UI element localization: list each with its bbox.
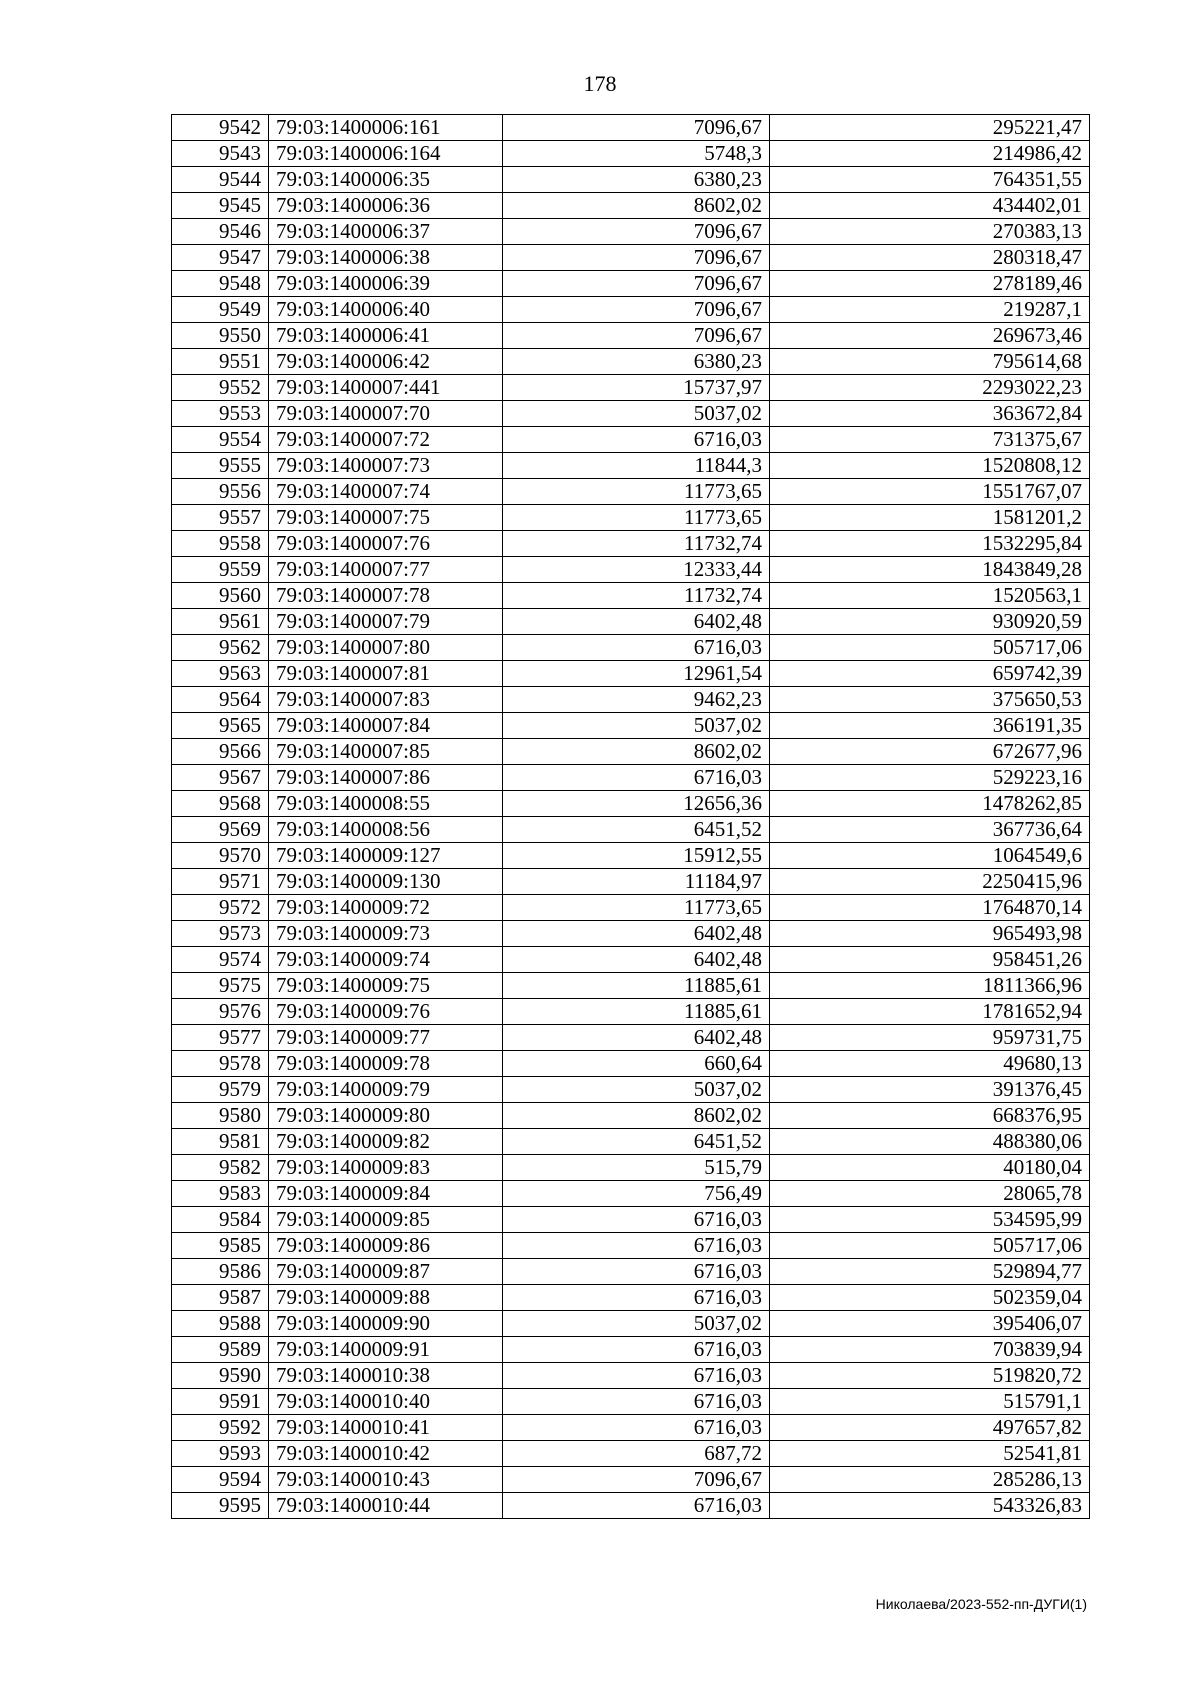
cadastral-number: 79:03:1400008:55 [269,791,503,817]
area-value: 15912,55 [503,843,770,869]
cadastral-number: 79:03:1400007:86 [269,765,503,791]
area-value: 687,72 [503,1441,770,1467]
table-row [172,1441,1090,1467]
table-row [172,1337,1090,1363]
cadastral-number: 79:03:1400007:85 [269,739,503,765]
table-row [172,531,1090,557]
table-row [172,1077,1090,1103]
cost-value: 529894,77 [770,1259,1090,1285]
cost-value: 795614,68 [770,349,1090,375]
table-row [172,947,1090,973]
row-number: 9562 [172,635,269,661]
table-row [172,1311,1090,1337]
cadastral-number: 79:03:1400007:84 [269,713,503,739]
cadastral-number: 79:03:1400006:40 [269,297,503,323]
row-number: 9576 [172,999,269,1025]
row-number: 9563 [172,661,269,687]
table-row [172,661,1090,687]
cost-value: 1551767,07 [770,479,1090,505]
cost-value: 219287,1 [770,297,1090,323]
cadastral-number: 79:03:1400009:82 [269,1129,503,1155]
area-value: 12333,44 [503,557,770,583]
cost-value: 49680,13 [770,1051,1090,1077]
table-row [172,1467,1090,1493]
table-row [172,245,1090,271]
table-row [172,713,1090,739]
area-value: 6716,03 [503,1207,770,1233]
area-value: 15737,97 [503,375,770,401]
cost-value: 269673,46 [770,323,1090,349]
table-row [172,219,1090,245]
cadastral-number: 79:03:1400009:91 [269,1337,503,1363]
cost-value: 543326,83 [770,1493,1090,1519]
cadastral-number: 79:03:1400007:441 [269,375,503,401]
table-row [172,271,1090,297]
cadastral-number: 79:03:1400010:43 [269,1467,503,1493]
cadastral-number: 79:03:1400007:73 [269,453,503,479]
cadastral-number: 79:03:1400009:83 [269,1155,503,1181]
table-row [172,895,1090,921]
table-row [172,167,1090,193]
row-number: 9546 [172,219,269,245]
table-row [172,375,1090,401]
table-row [172,583,1090,609]
area-value: 756,49 [503,1181,770,1207]
row-number: 9545 [172,193,269,219]
area-value: 6716,03 [503,1415,770,1441]
row-number: 9585 [172,1233,269,1259]
table-row [172,297,1090,323]
row-number: 9595 [172,1493,269,1519]
area-value: 6716,03 [503,635,770,661]
cost-value: 529223,16 [770,765,1090,791]
cost-value: 214986,42 [770,141,1090,167]
area-value: 6402,48 [503,921,770,947]
cost-value: 959731,75 [770,1025,1090,1051]
table-row [172,973,1090,999]
cadastral-number: 79:03:1400009:88 [269,1285,503,1311]
table-row [172,687,1090,713]
row-number: 9553 [172,401,269,427]
row-number: 9572 [172,895,269,921]
table-row [172,791,1090,817]
row-number: 9568 [172,791,269,817]
area-value: 6716,03 [503,1389,770,1415]
table-row [172,193,1090,219]
area-value: 5037,02 [503,1077,770,1103]
cadastral-table [171,114,1090,1519]
area-value: 7096,67 [503,219,770,245]
row-number: 9584 [172,1207,269,1233]
area-value: 7096,67 [503,115,770,141]
area-value: 12656,36 [503,791,770,817]
cost-value: 1781652,94 [770,999,1090,1025]
area-value: 6380,23 [503,349,770,375]
area-value: 6451,52 [503,1129,770,1155]
cadastral-number: 79:03:1400009:80 [269,1103,503,1129]
cost-value: 280318,47 [770,245,1090,271]
row-number: 9547 [172,245,269,271]
cadastral-number: 79:03:1400009:73 [269,921,503,947]
cadastral-number: 79:03:1400010:41 [269,1415,503,1441]
area-value: 5748,3 [503,141,770,167]
cadastral-number: 79:03:1400007:80 [269,635,503,661]
row-number: 9588 [172,1311,269,1337]
table-body [172,115,1090,1519]
area-value: 8602,02 [503,739,770,765]
area-value: 7096,67 [503,271,770,297]
row-number: 9580 [172,1103,269,1129]
area-value: 515,79 [503,1155,770,1181]
cadastral-number: 79:03:1400009:74 [269,947,503,973]
cost-value: 502359,04 [770,1285,1090,1311]
cost-value: 285286,13 [770,1467,1090,1493]
table-row [172,1233,1090,1259]
area-value: 11773,65 [503,479,770,505]
table-row [172,1415,1090,1441]
cadastral-number: 79:03:1400007:79 [269,609,503,635]
cost-value: 1811366,96 [770,973,1090,999]
area-value: 7096,67 [503,297,770,323]
cost-value: 534595,99 [770,1207,1090,1233]
area-value: 5037,02 [503,1311,770,1337]
cadastral-number: 79:03:1400006:39 [269,271,503,297]
row-number: 9555 [172,453,269,479]
row-number: 9573 [172,921,269,947]
area-value: 12961,54 [503,661,770,687]
cadastral-number: 79:03:1400007:75 [269,505,503,531]
cost-value: 672677,96 [770,739,1090,765]
table-row [172,1103,1090,1129]
cadastral-number: 79:03:1400006:41 [269,323,503,349]
cadastral-number: 79:03:1400009:77 [269,1025,503,1051]
area-value: 6716,03 [503,427,770,453]
row-number: 9550 [172,323,269,349]
cost-value: 270383,13 [770,219,1090,245]
row-number: 9579 [172,1077,269,1103]
cost-value: 965493,98 [770,921,1090,947]
area-value: 6451,52 [503,817,770,843]
area-value: 5037,02 [503,401,770,427]
table-row [172,1207,1090,1233]
cost-value: 40180,04 [770,1155,1090,1181]
cost-value: 764351,55 [770,167,1090,193]
area-value: 6716,03 [503,1259,770,1285]
cadastral-number: 79:03:1400007:74 [269,479,503,505]
table-row [172,323,1090,349]
area-value: 11885,61 [503,973,770,999]
cost-value: 278189,46 [770,271,1090,297]
cost-value: 958451,26 [770,947,1090,973]
cost-value: 1478262,85 [770,791,1090,817]
cadastral-number: 79:03:1400007:78 [269,583,503,609]
row-number: 9593 [172,1441,269,1467]
cadastral-number: 79:03:1400007:70 [269,401,503,427]
row-number: 9586 [172,1259,269,1285]
cadastral-number: 79:03:1400007:76 [269,531,503,557]
cadastral-number: 79:03:1400007:77 [269,557,503,583]
row-number: 9566 [172,739,269,765]
row-number: 9594 [172,1467,269,1493]
cost-value: 434402,01 [770,193,1090,219]
row-number: 9549 [172,297,269,323]
table-row [172,115,1090,141]
area-value: 11773,65 [503,505,770,531]
table-row [172,479,1090,505]
cadastral-number: 79:03:1400006:36 [269,193,503,219]
row-number: 9543 [172,141,269,167]
table-row [172,739,1090,765]
area-value: 7096,67 [503,245,770,271]
area-value: 6716,03 [503,1285,770,1311]
row-number: 9589 [172,1337,269,1363]
row-number: 9561 [172,609,269,635]
cost-value: 1064549,6 [770,843,1090,869]
cadastral-number: 79:03:1400009:90 [269,1311,503,1337]
row-number: 9551 [172,349,269,375]
row-number: 9564 [172,687,269,713]
table-row [172,1285,1090,1311]
row-number: 9560 [172,583,269,609]
table-row [172,765,1090,791]
table-row [172,1155,1090,1181]
row-number: 9565 [172,713,269,739]
table-row [172,1493,1090,1519]
row-number: 9569 [172,817,269,843]
cost-value: 366191,35 [770,713,1090,739]
area-value: 11885,61 [503,999,770,1025]
cadastral-number: 79:03:1400010:40 [269,1389,503,1415]
table-row [172,999,1090,1025]
row-number: 9554 [172,427,269,453]
cadastral-number: 79:03:1400009:72 [269,895,503,921]
cost-value: 391376,45 [770,1077,1090,1103]
cost-value: 1843849,28 [770,557,1090,583]
table-row [172,1259,1090,1285]
cost-value: 519820,72 [770,1363,1090,1389]
area-value: 9462,23 [503,687,770,713]
row-number: 9548 [172,271,269,297]
cost-value: 2250415,96 [770,869,1090,895]
table-row [172,1051,1090,1077]
table-row [172,453,1090,479]
area-value: 6402,48 [503,947,770,973]
cost-value: 1764870,14 [770,895,1090,921]
cadastral-number: 79:03:1400009:87 [269,1259,503,1285]
cost-value: 668376,95 [770,1103,1090,1129]
area-value: 5037,02 [503,713,770,739]
cadastral-number: 79:03:1400009:78 [269,1051,503,1077]
document-footer: Николаева/2023-552-пп-ДУГИ(1) [875,1596,1087,1612]
row-number: 9574 [172,947,269,973]
cadastral-number: 79:03:1400006:38 [269,245,503,271]
area-value: 7096,67 [503,323,770,349]
cadastral-number: 79:03:1400006:35 [269,167,503,193]
cadastral-number: 79:03:1400006:37 [269,219,503,245]
row-number: 9583 [172,1181,269,1207]
page-number: 178 [583,71,617,96]
cost-value: 1581201,2 [770,505,1090,531]
row-number: 9581 [172,1129,269,1155]
cost-value: 375650,53 [770,687,1090,713]
area-value: 6380,23 [503,167,770,193]
area-value: 6716,03 [503,765,770,791]
row-number: 9571 [172,869,269,895]
cost-value: 1520563,1 [770,583,1090,609]
row-number: 9544 [172,167,269,193]
cost-value: 930920,59 [770,609,1090,635]
cost-value: 1532295,84 [770,531,1090,557]
cost-value: 659742,39 [770,661,1090,687]
row-number: 9587 [172,1285,269,1311]
row-number: 9591 [172,1389,269,1415]
row-number: 9575 [172,973,269,999]
cost-value: 367736,64 [770,817,1090,843]
cadastral-number: 79:03:1400009:76 [269,999,503,1025]
cost-value: 505717,06 [770,635,1090,661]
area-value: 11184,97 [503,869,770,895]
cost-value: 363672,84 [770,401,1090,427]
cadastral-number: 79:03:1400010:38 [269,1363,503,1389]
area-value: 7096,67 [503,1467,770,1493]
cost-value: 497657,82 [770,1415,1090,1441]
table-row [172,557,1090,583]
cadastral-number: 79:03:1400007:83 [269,687,503,713]
row-number: 9559 [172,557,269,583]
cost-value: 28065,78 [770,1181,1090,1207]
table-row [172,609,1090,635]
area-value: 6716,03 [503,1493,770,1519]
row-number: 9577 [172,1025,269,1051]
area-value: 11732,74 [503,583,770,609]
table-row [172,843,1090,869]
cadastral-number: 79:03:1400007:72 [269,427,503,453]
row-number: 9592 [172,1415,269,1441]
cadastral-number: 79:03:1400010:44 [269,1493,503,1519]
cadastral-number: 79:03:1400009:130 [269,869,503,895]
cadastral-number: 79:03:1400007:81 [269,661,503,687]
table-row [172,817,1090,843]
area-value: 11732,74 [503,531,770,557]
area-value: 8602,02 [503,193,770,219]
cost-value: 52541,81 [770,1441,1090,1467]
table-row [172,1389,1090,1415]
cost-value: 1520808,12 [770,453,1090,479]
area-value: 8602,02 [503,1103,770,1129]
area-value: 6716,03 [503,1233,770,1259]
cadastral-number: 79:03:1400010:42 [269,1441,503,1467]
table-row [172,141,1090,167]
cost-value: 488380,06 [770,1129,1090,1155]
row-number: 9578 [172,1051,269,1077]
table-row [172,401,1090,427]
row-number: 9558 [172,531,269,557]
cost-value: 295221,47 [770,115,1090,141]
cost-value: 505717,06 [770,1233,1090,1259]
cadastral-number: 79:03:1400009:75 [269,973,503,999]
area-value: 11844,3 [503,453,770,479]
table-row [172,1129,1090,1155]
area-value: 6402,48 [503,1025,770,1051]
table-row [172,635,1090,661]
row-number: 9557 [172,505,269,531]
table-row [172,505,1090,531]
area-value: 6402,48 [503,609,770,635]
cadastral-number: 79:03:1400009:86 [269,1233,503,1259]
cadastral-number: 79:03:1400006:42 [269,349,503,375]
cost-value: 395406,07 [770,1311,1090,1337]
row-number: 9552 [172,375,269,401]
cost-value: 703839,94 [770,1337,1090,1363]
table-row [172,869,1090,895]
cadastral-number: 79:03:1400009:79 [269,1077,503,1103]
table-row [172,921,1090,947]
cost-value: 515791,1 [770,1389,1090,1415]
table-row [172,1025,1090,1051]
cadastral-number: 79:03:1400009:85 [269,1207,503,1233]
cadastral-number: 79:03:1400006:161 [269,115,503,141]
table-row [172,427,1090,453]
table-row [172,349,1090,375]
row-number: 9582 [172,1155,269,1181]
cadastral-number: 79:03:1400006:164 [269,141,503,167]
area-value: 6716,03 [503,1363,770,1389]
cost-value: 2293022,23 [770,375,1090,401]
area-value: 660,64 [503,1051,770,1077]
cadastral-number: 79:03:1400009:127 [269,843,503,869]
cadastral-number: 79:03:1400009:84 [269,1181,503,1207]
row-number: 9556 [172,479,269,505]
row-number: 9570 [172,843,269,869]
row-number: 9542 [172,115,269,141]
cadastral-number: 79:03:1400008:56 [269,817,503,843]
table-row [172,1363,1090,1389]
row-number: 9590 [172,1363,269,1389]
row-number: 9567 [172,765,269,791]
area-value: 11773,65 [503,895,770,921]
cost-value: 731375,67 [770,427,1090,453]
table-row [172,1181,1090,1207]
area-value: 6716,03 [503,1337,770,1363]
